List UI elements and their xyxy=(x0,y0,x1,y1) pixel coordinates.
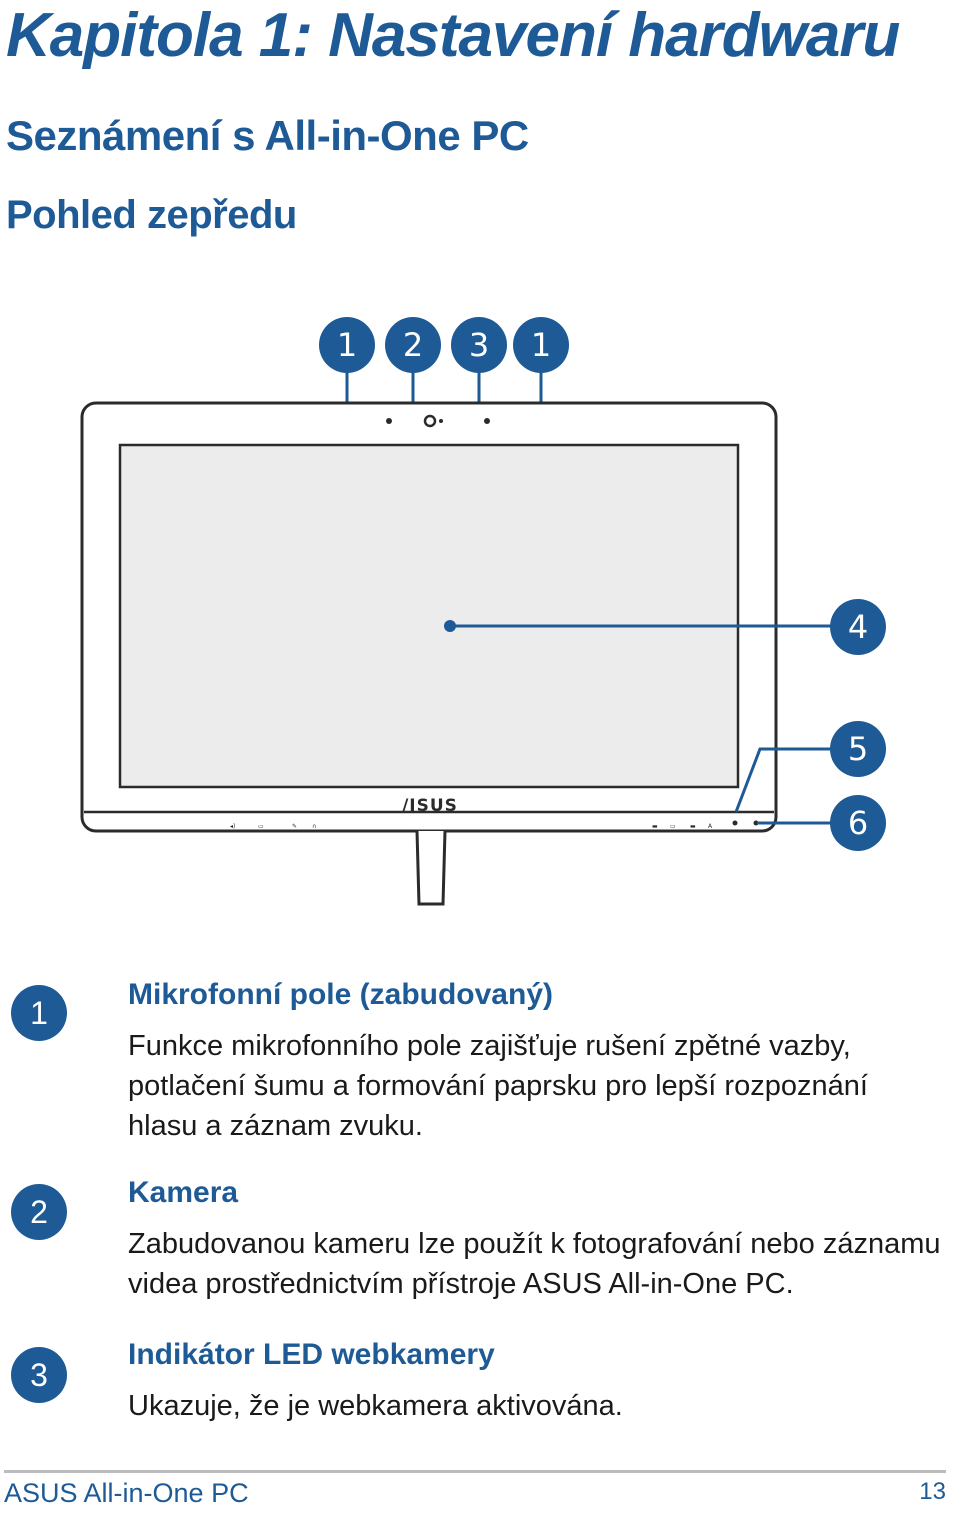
microphone-left xyxy=(386,418,392,424)
footer-divider xyxy=(4,1470,946,1473)
callout-label-4: 4 xyxy=(847,608,869,646)
svg-text:◂): ◂) xyxy=(230,823,236,830)
svg-text:▬: ▬ xyxy=(690,823,696,830)
callout-label-6: 6 xyxy=(847,804,869,842)
svg-text:▭: ▭ xyxy=(670,823,676,830)
section-title: Seznámení s All-in-One PC xyxy=(6,112,529,159)
description-title: Kamera xyxy=(128,1176,239,1209)
svg-text:A: A xyxy=(708,823,713,830)
description-text: Ukazuje, že je webkamera aktivována. xyxy=(128,1390,623,1422)
callout-label-5: 5 xyxy=(847,730,869,768)
monitor-stand xyxy=(417,831,445,904)
monitor xyxy=(82,403,776,904)
description-text: Zabudovanou kameru lze použít k fotografování nebo záznamu videa prostřednictvím přístroje ASUS All-in-One PC. xyxy=(128,1228,941,1300)
description-title: Mikrofonní pole (zabudovaný) xyxy=(128,978,553,1011)
chapter-title: Kapitola 1: Nastavení hardwaru xyxy=(6,1,900,70)
svg-text:▬: ▬ xyxy=(652,823,658,830)
callout-label-2: 2 xyxy=(402,326,424,364)
microphone-right xyxy=(484,418,490,424)
number-badge-3: 3 xyxy=(11,1347,67,1403)
display-screen xyxy=(120,445,738,787)
svg-text:∩: ∩ xyxy=(312,823,317,830)
camera-lens xyxy=(425,416,435,426)
svg-text:✎: ✎ xyxy=(292,823,298,830)
camera-led xyxy=(439,419,443,423)
callout-label-3: 3 xyxy=(468,326,490,364)
asus-logo: /ISUS xyxy=(402,796,458,816)
footer-product-name: ASUS All-in-One PC xyxy=(4,1478,249,1508)
description-text: Funkce mikrofonního pole zajišťuje rušení zpětné vazby, potlačení šumu a formování paprsku pro lepší rozpoznání hlasu a záznam zvuku. xyxy=(128,1030,868,1142)
footer-page-number: 13 xyxy=(919,1478,946,1505)
callout-label-1: 1 xyxy=(336,326,358,364)
number-badge-1: 1 xyxy=(11,985,67,1041)
front-view-figure xyxy=(0,300,960,920)
description-title: Indikátor LED webkamery xyxy=(128,1338,495,1371)
svg-text:▭: ▭ xyxy=(258,823,264,830)
callout-label-1: 1 xyxy=(530,326,552,364)
subsection-title: Pohled zepředu xyxy=(6,193,297,237)
number-badge-2: 2 xyxy=(11,1184,67,1240)
